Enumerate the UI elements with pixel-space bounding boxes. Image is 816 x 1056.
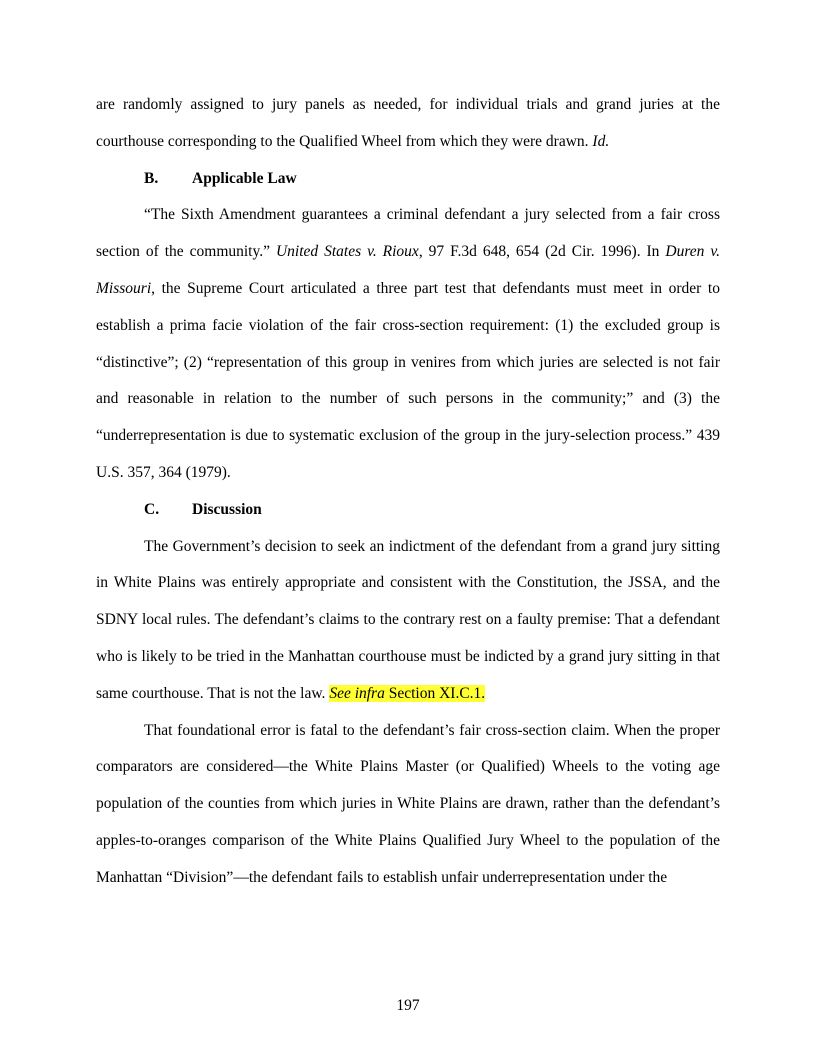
paragraph-discussion: [96, 529, 720, 713]
paragraph-continued: [96, 87, 720, 161]
document-body: [96, 87, 720, 897]
citation-id: Id.: [592, 132, 610, 150]
paragraph-text: are randomly assigned to jury panels as needed, for individual trials and grand juries at the courthouse corresponding to the Qualified Wheel from which they were drawn.: [96, 96, 720, 150]
paragraph-text: , the Supreme Court articulated a three part test that defendants must meet in order to establish a prima facie violation of the fair cross-section requirement: (1) the excluded group is “distinctive”; (2) “representation of this group in venires from which juries are selected is not fair and reasonable in relation to the number of such persons in the community;” and (3) the “underrepresentation is due to systematic exclusion of the group in the jury-selection process.” 439 U.S. 357, 364 (1979).: [96, 279, 720, 481]
section-heading-c: [96, 492, 720, 529]
section-title: Discussion: [192, 500, 262, 518]
see-infra-signal: See infra: [329, 684, 385, 702]
page-number: 197: [396, 997, 420, 1014]
highlighted-cross-reference: [329, 685, 485, 702]
section-number: B.: [144, 169, 159, 187]
paragraph-foundational-error: [96, 713, 720, 897]
section-reference: Section XI.C.1.: [384, 684, 486, 702]
paragraph-text: The Government’s decision to seek an indictment of the defendant from a grand jury sitting in White Plains was entirely appropriate and consistent with the Constitution, the JSSA, and the SDNY local rules. The defendant’s claims to the contrary rest on a faulty premise: That a defendant who is likely to be tried in the Manhattan courthouse must be indicted by a grand jury sitting in that same courthouse. That is not the law.: [96, 537, 720, 702]
case-name-duren: Duren v. Missouri: [96, 243, 721, 297]
section-number: C.: [144, 500, 160, 518]
paragraph-text: That foundational error is fatal to the defendant’s fair cross-section claim. When the proper comparators are considered—the White Plains Master (or Qualified) Wheels to the voting age population of the counties from which juries in White Plains are drawn, rather than the defendant’s apples-to-oranges comparison of the White Plains Qualified Jury Wheel to the population of the Manhattan “Division”—the defendant fails to establish unfair underrepresentation under the: [96, 721, 720, 886]
case-name-rioux: United States v. Rioux: [275, 243, 419, 261]
citation-text: , 97 F.3d 648, 654 (2d Cir. 1996). In: [418, 243, 666, 261]
section-heading-b: [96, 161, 720, 198]
quote-text: “The Sixth Amendment guarantees a criminal defendant a jury selected from a fair cross section of the community.”: [96, 206, 720, 261]
section-title: Applicable Law: [192, 169, 297, 187]
paragraph-applicable-law: [96, 197, 720, 491]
